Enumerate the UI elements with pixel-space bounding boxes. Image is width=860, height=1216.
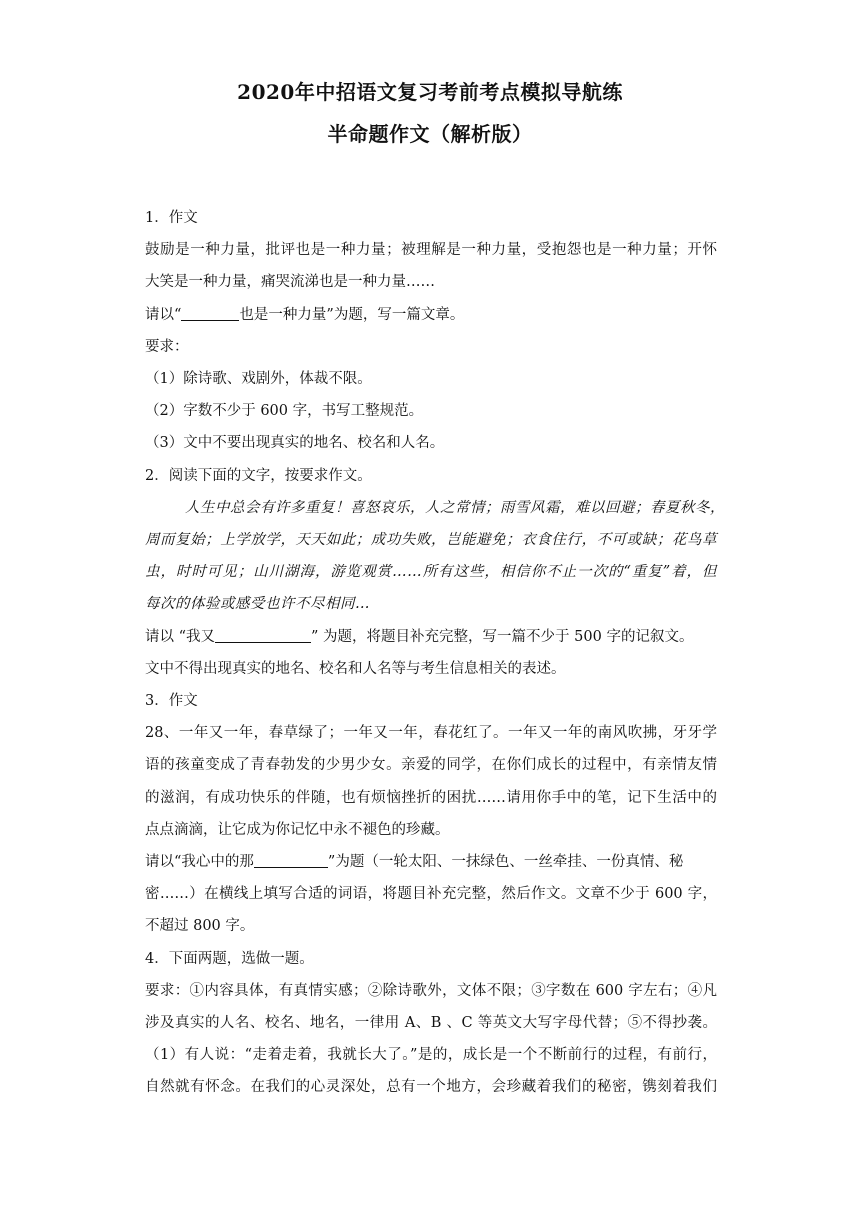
q3-paragraph-line: 的滋润，有成功快乐的伴随，也有烦恼挫折的困扰……请用你手中的笔，记下生活中的 bbox=[145, 789, 717, 806]
q4-subquestion-line: 自然就有怀念。在我们的心灵深处，总有一个地方，会珍藏着我们的秘密，镌刻着我们 bbox=[145, 1079, 717, 1096]
q2-prompt bbox=[145, 621, 717, 653]
q1-requirement: （2）字数不少于 600 字，书写工整规范。 bbox=[145, 403, 424, 420]
q2-passage-line: 虫，时时可见；山川湖海，游览观赏……所有这些，相信你不止一次的“重复”着，但 bbox=[145, 564, 717, 581]
q2-passage-line: 每次的体验或感受也许不尽相同… bbox=[145, 596, 370, 613]
document-body bbox=[145, 202, 725, 1104]
q2-prompt-prefix: 请以 “我又 bbox=[145, 628, 216, 645]
q1-prompt-prefix: 请以“ bbox=[145, 306, 182, 323]
q1-prompt bbox=[145, 299, 717, 331]
q1-requirement: （1）除诗歌、戏剧外，体裁不限。 bbox=[145, 371, 372, 388]
q2-passage-line: 周而复始；上学放学，天天如此；成功失败，岂能避免；衣食住行，不可或缺；花鸟草 bbox=[145, 532, 717, 549]
document-title: 2020年中招语文复习考前考点模拟导航练 bbox=[237, 80, 623, 104]
q1-requirements-label: 要求： bbox=[145, 338, 189, 355]
q3-prompt-prefix: 请以“我心中的那 bbox=[145, 854, 254, 871]
fill-in-blank bbox=[181, 305, 239, 321]
document-subtitle: 半命题作文（解析版） bbox=[327, 122, 533, 146]
q3-paragraph-line: 语的孩童变成了青春勃发的少男少女。亲爱的同学，在你们成长的过程中，有亲情友情 bbox=[145, 757, 717, 774]
q3-prompt bbox=[145, 846, 717, 878]
q2-note: 文中不得出现真实的地名、校名和人名等与考生信息相关的表述。 bbox=[145, 660, 566, 677]
q3-prompt-suffix: ”为题（一轮太阳、一抹绿色、一丝牵挂、一份真情、秘 bbox=[327, 854, 684, 871]
q3-paragraph-line: 点点滴滴，让它成为你记忆中永不褪色的珍藏。 bbox=[145, 821, 450, 838]
q2-prompt-suffix: ” 为题，将题目补充完整，写一篇不少于 500 字的记叙文。 bbox=[311, 628, 694, 645]
q1-requirement: （3）文中不要出现真实的地名、校名和人名。 bbox=[145, 435, 445, 452]
q4-subquestion-line: （1）有人说：“走着走着，我就长大了。”是的，成长是一个不断前行的过程，有前行， bbox=[145, 1047, 717, 1064]
fill-in-blank bbox=[254, 853, 328, 869]
q4-requirement-line: 要求：①内容具体，有真情实感；②除诗歌外，文体不限；③字数在 600 字左右；④凡 bbox=[145, 982, 717, 999]
q3-heading: 3．作文 bbox=[145, 693, 198, 710]
q1-paragraph-line: 大笑是一种力量，痛哭流涕也是一种力量…… bbox=[145, 274, 435, 291]
q3-paragraph-line: 28、一年又一年，春草绿了；一年又一年，春花红了。一年又一年的南风吹拂，牙牙学 bbox=[145, 725, 717, 742]
q3-paragraph-line: 密……）在横线上填写合适的词语，将题目补充完整，然后作文。文章不少于 600 字， bbox=[145, 886, 717, 903]
q3-paragraph-line: 不超过 800 字。 bbox=[145, 918, 255, 935]
q1-prompt-suffix: 也是一种力量”为题，写一篇文章。 bbox=[239, 306, 465, 323]
q2-passage-line: 人生中总会有许多重复！喜怒哀乐，人之常情；雨雪风霜，难以回避；春夏秋冬， bbox=[185, 499, 725, 516]
q1-paragraph-line: 鼓励是一种力量，批评也是一种力量；被理解是一种力量，受抱怨也是一种力量；开怀 bbox=[145, 242, 717, 259]
fill-in-blank bbox=[215, 627, 311, 643]
q1-heading: 1．作文 bbox=[145, 210, 198, 226]
q2-heading: 2．阅读下面的文字，按要求作文。 bbox=[145, 467, 372, 484]
q4-heading: 4．下面两题，选做一题。 bbox=[145, 950, 314, 967]
q4-requirement-line: 涉及真实的人名、校名、地名，一律用 A、B 、C 等英文大写字母代替；⑤不得抄袭。 bbox=[145, 1015, 717, 1032]
